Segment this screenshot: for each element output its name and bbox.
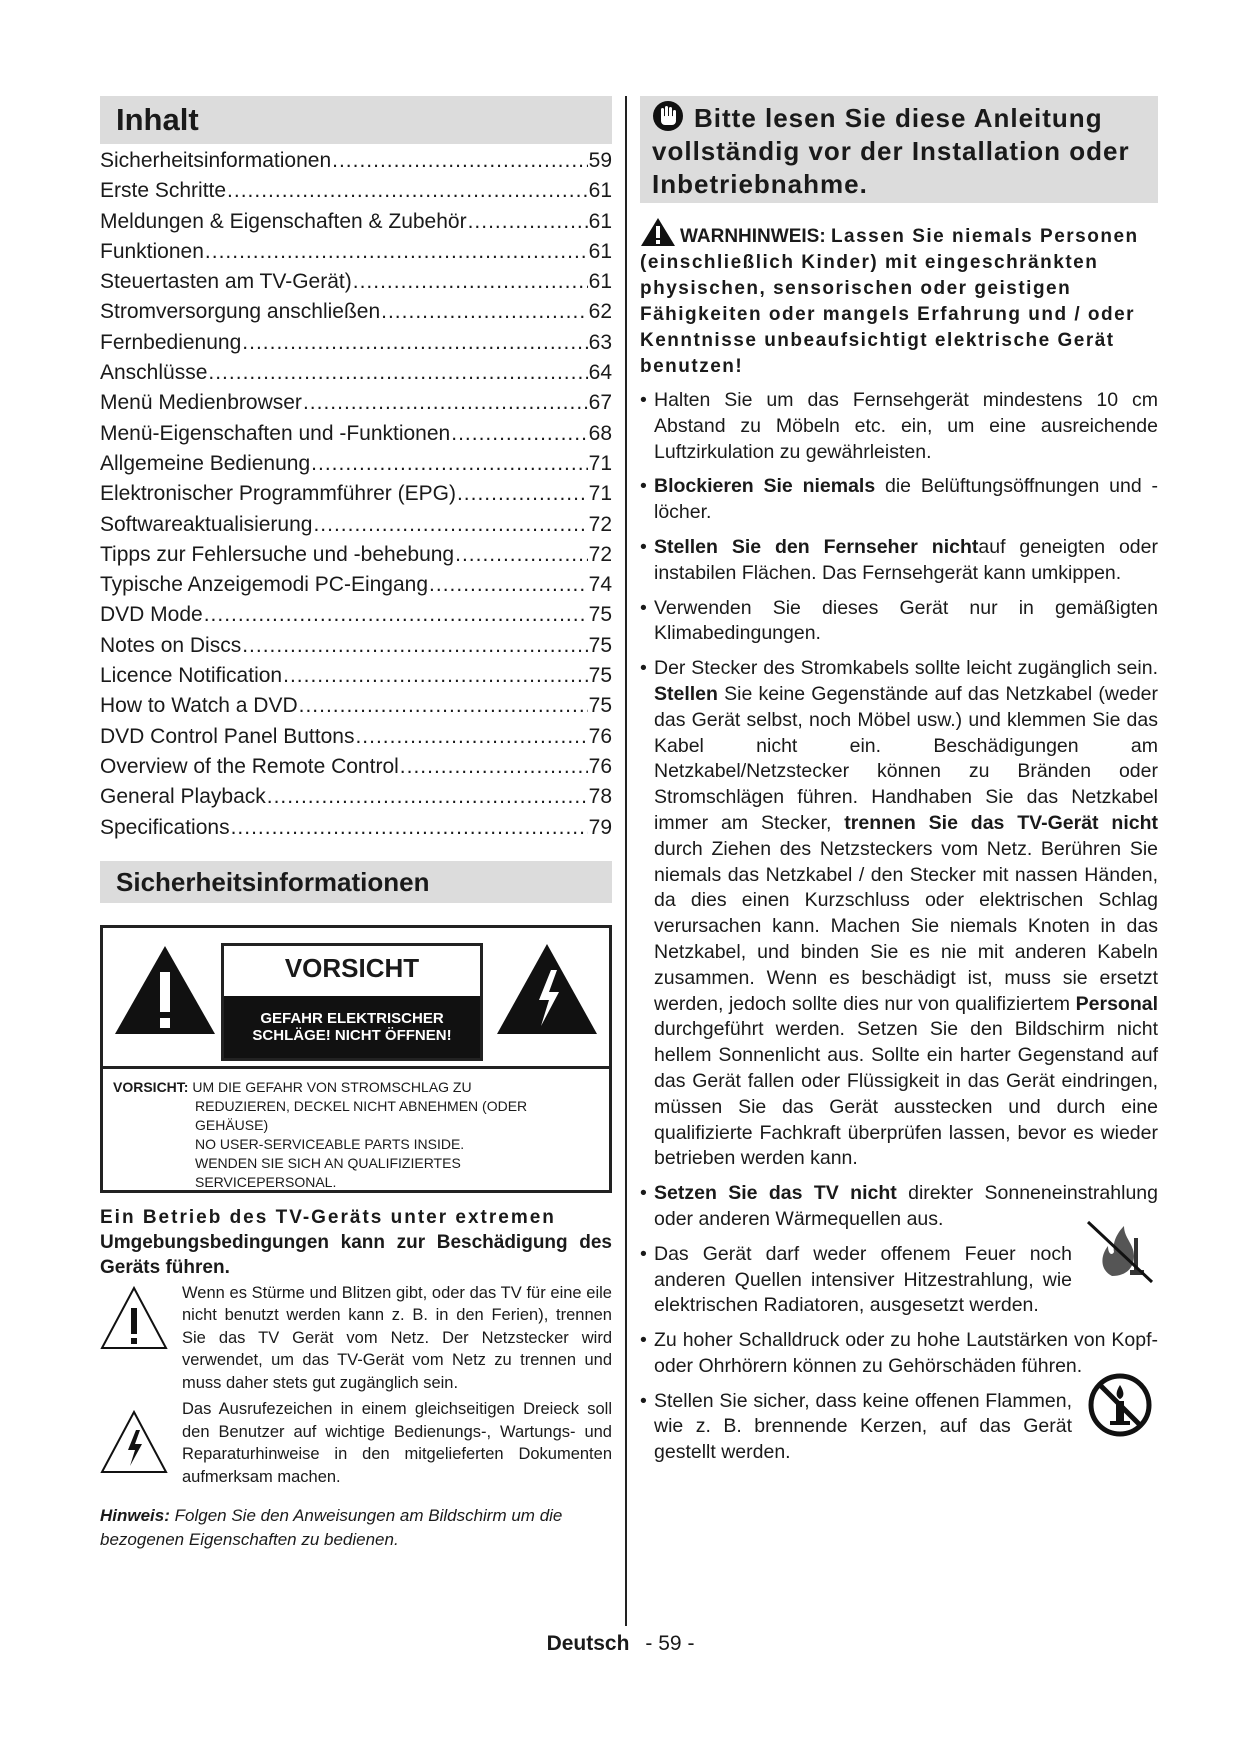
stop-hand-icon <box>652 100 684 132</box>
toc-entry-page: 76 <box>588 754 612 778</box>
toc-entry-title: Steuertasten am TV-Gerät) <box>100 270 352 294</box>
toc-entry-page: 61 <box>588 179 612 203</box>
no-fire-icon <box>1082 1216 1158 1288</box>
toc-entry[interactable] <box>100 358 612 388</box>
toc-leader-dots <box>332 146 588 176</box>
toc-entry-title: Fernbedienung <box>100 330 242 354</box>
toc-entry-page: 63 <box>588 330 612 354</box>
toc-entry[interactable] <box>100 631 612 661</box>
caution-text <box>113 1078 599 1192</box>
page-footer <box>0 1632 1241 1656</box>
toc-leader-dots <box>381 297 588 327</box>
toc-entry[interactable] <box>100 479 612 509</box>
toc-leader-dots <box>355 722 587 752</box>
toc-entry-page: 75 <box>588 694 612 718</box>
toc-entry-title: Specifications <box>100 815 230 839</box>
extreme-conditions-warning <box>100 1205 612 1280</box>
warn-label: WARNHINWEIS: <box>680 226 826 247</box>
toc-entry[interactable] <box>100 510 612 540</box>
item-text: Zu hoher Schalldruck oder zu hohe Lautstärken von Kopf- oder Ohrhörern können zu Gehörschäden führen. <box>654 1329 1158 1377</box>
toc-entry-title: Typische Anzeigemodi PC-Eingang <box>100 573 429 597</box>
toc-entry-page: 75 <box>588 603 612 627</box>
toc-entry-title: Funktionen <box>100 239 204 263</box>
toc-entry[interactable] <box>100 691 612 721</box>
vorsicht-subtitle <box>224 996 480 1058</box>
toc-entry-title: How to Watch a DVD <box>100 694 298 718</box>
toc-entry[interactable] <box>100 540 612 570</box>
warn-text: Lassen Sie niemals Personen (einschließlich Kinder) mit eingeschränkten physischen, sensorischen oder geistigen Fähigkeiten oder mangels Erfahrung und / oder Kenntnisse unbeaufsichtigt elektrische Gerät benutzen! <box>640 226 1139 377</box>
toc-entry[interactable] <box>100 570 612 600</box>
toc-entry-page: 79 <box>588 815 612 839</box>
toc-leader-dots <box>242 631 587 661</box>
toc-entry[interactable] <box>100 237 612 267</box>
lightning-triangle-outline-icon <box>100 1398 182 1478</box>
left-column <box>100 96 612 1552</box>
toc-entry-title: DVD Mode <box>100 603 203 627</box>
toc-entry[interactable] <box>100 176 612 206</box>
toc-entry-title: Sicherheitsinformationen <box>100 149 332 172</box>
extreme-line1: Ein Betrieb des TV-Geräts unter extremen <box>100 1206 556 1228</box>
toc-leader-dots <box>353 267 588 297</box>
toc-entry-page: 67 <box>588 391 612 415</box>
toc-entry-title: Licence Notification <box>100 664 283 688</box>
item-bold: Personal <box>1075 992 1158 1015</box>
right-column <box>640 96 1158 1475</box>
item-text: Stellen Sie sicher, dass keine offenen Flammen, wie z. B. brennende Kerzen, auf das Gerät gestellt werden. <box>654 1389 1072 1464</box>
toc-entry-page: 76 <box>588 724 612 748</box>
toc-entry-title: Stromversorgung anschließen <box>100 300 381 324</box>
toc-leader-dots <box>231 813 588 843</box>
toc-entry-page: 62 <box>588 300 612 324</box>
toc-leader-dots <box>267 782 588 812</box>
toc-leader-dots <box>242 328 587 358</box>
toc-leader-dots <box>208 358 587 388</box>
toc-list <box>100 146 612 843</box>
warnhinweis <box>640 217 1158 380</box>
item-text: durchgeführt werden. Setzen Sie den Bildschirm nicht hellem Sonnenlicht aus. Sollte ein harter Gegenstand auf das Gerät fallen oder Flüssigkeit in das Gerät eindringen, müssen Sie das Gerät ausstecken und durch eine qualifizierte Fachkraft überprüfen lassen, bevor es wieder betrieben werden kann. <box>654 1018 1158 1170</box>
column-divider <box>625 96 627 1626</box>
list-item <box>640 1242 1158 1319</box>
list-item <box>640 656 1158 1172</box>
item-text: durch Ziehen des Netzsteckers vom Netz. Berühren Sie niemals das Netzkabel / den Stecker mit nassen Händen, da dies einen Kurzschluss oder elektrischen Schlag verursachen kann. Machen Sie niemals Knoten in das Netzkabel, und binden Sie es nie mit anderen Kabeln zusammen. Wenn es beschädigt ist, muss sie ersetzt werden, jedoch sollte dies nur von qualifiziertem <box>654 837 1158 1015</box>
list-item <box>640 535 1158 587</box>
toc-leader-dots <box>400 752 588 782</box>
caution-graphic <box>103 928 609 1069</box>
toc-leader-dots <box>283 661 588 691</box>
toc-entry[interactable] <box>100 813 612 843</box>
toc-leader-dots <box>468 207 588 237</box>
toc-entry-title: Tipps zur Fehlersuche und -behebung <box>100 542 455 566</box>
toc-leader-dots <box>205 237 588 267</box>
list-item <box>640 596 1158 648</box>
toc-entry-page: 61 <box>588 270 612 294</box>
item-text: direkter Sonneneinstrahlung oder anderen Wärmequellen aus. <box>654 1182 1158 1230</box>
toc-entry-page: 72 <box>588 542 612 566</box>
item-text: Der Stecker des Stromkabels sollte leicht zugänglich sein. <box>654 657 1158 680</box>
warning-triangle-icon <box>640 217 676 247</box>
toc-leader-dots <box>451 419 587 449</box>
toc-entry-page: 64 <box>588 361 612 385</box>
toc-entry[interactable] <box>100 752 612 782</box>
toc-entry-page: 59 <box>588 149 612 172</box>
vorsicht-panel <box>221 943 483 1061</box>
read-manual-box <box>640 96 1158 203</box>
vorsicht-sub-line1: GEFAHR ELEKTRISCHER <box>260 1009 444 1027</box>
toc-leader-dots <box>429 570 588 600</box>
toc-entry[interactable] <box>100 146 612 176</box>
toc-leader-dots <box>299 691 588 721</box>
toc-leader-dots <box>455 540 588 570</box>
toc-entry[interactable] <box>100 782 612 812</box>
toc-entry[interactable] <box>100 661 612 691</box>
caution-line6: SERVICEPERSONAL. <box>195 1173 337 1190</box>
toc-entry-title: Allgemeine Bedienung <box>100 451 311 475</box>
toc-leader-dots <box>227 176 588 206</box>
toc-entry-page: 78 <box>588 785 612 809</box>
toc-entry[interactable] <box>100 328 612 358</box>
toc-entry-title: Meldungen & Eigenschaften & Zubehör <box>100 209 467 233</box>
toc-entry-title: Erste Schritte <box>100 179 227 203</box>
list-item <box>640 388 1158 465</box>
toc-entry-title: Softwareaktualisierung <box>100 512 313 536</box>
toc-entry-page: 61 <box>588 209 612 233</box>
toc-entry-title: Menü-Eigenschaften und -Funktionen <box>100 421 451 445</box>
storm-text: Wenn es Stürme und Blitzen gibt, oder das TV für eine eile nicht benutzt werden kann z. B. in den Ferien), trennen Sie das TV Gerät vom Netz. Der Netzstecker wird verwendet, um das TV-Gerät vom Netz zu trennen und muss daher stets gut zugänglich sein. <box>182 1283 612 1392</box>
list-item <box>640 1181 1158 1233</box>
vorsicht-title: VORSICHT <box>224 946 480 990</box>
warning-triangle-outline-icon <box>100 1282 182 1362</box>
item-bold: trennen Sie das TV-Gerät nicht <box>844 811 1158 834</box>
toc-leader-dots <box>204 600 588 630</box>
caution-label: VORSICHT: <box>113 1078 189 1095</box>
toc-entry-page: 72 <box>588 512 612 536</box>
item-text: Halten Sie um das Fernsehgerät mindestens 10 cm Abstand zu Möbeln etc. ein, um eine ausreichende Luftzirkulation zu gewährleisten. <box>654 389 1158 463</box>
exclamation-triangle-icon <box>113 944 217 1036</box>
toc-leader-dots <box>313 510 587 540</box>
toc-entry-title: Notes on Discs <box>100 633 242 657</box>
no-candle-icon <box>1082 1369 1158 1441</box>
item-bold: Stellen Sie den Fernseher nicht <box>654 535 979 558</box>
toc-entry[interactable] <box>100 600 612 630</box>
toc-title: Inhalt <box>100 96 612 144</box>
toc-entry-title: Overview of the Remote Control <box>100 754 399 778</box>
toc-leader-dots <box>457 479 588 509</box>
item-text: die Belüftungsöffnungen und -löcher. <box>654 475 1158 524</box>
toc-entry-title: Anschlüsse <box>100 361 208 385</box>
toc-entry-page: 75 <box>588 664 612 688</box>
exclamation-info <box>100 1398 612 1488</box>
safety-list <box>640 388 1158 1466</box>
hint-label: Hinweis: <box>100 1506 170 1526</box>
item-text: Das Gerät darf weder offenem Feuer noch anderen Quellen intensiver Hitzestrahlung, wie elektrischen Radiatoren, ausgesetzt werden. <box>654 1242 1072 1317</box>
caution-line2: REDUZIEREN, DECKEL NICHT ABNEHMEN (ODER <box>195 1097 528 1114</box>
toc-entry-page: 71 <box>588 451 612 475</box>
vorsicht-sub-line2: SCHLÄGE! NICHT ÖFFNEN! <box>252 1026 452 1044</box>
toc-entry-page: 61 <box>588 239 612 263</box>
caution-line3: GEHÄUSE) <box>195 1116 269 1133</box>
caution-line1: UM DIE GEFAHR VON STROMSCHLAG ZU <box>192 1078 472 1095</box>
item-bold: Setzen Sie das TV nicht <box>654 1182 897 1205</box>
list-item <box>640 1389 1158 1466</box>
item-text: auf geneigten oder instabilen Flächen. Das Fernsehgerät kann umkippen. <box>654 535 1158 584</box>
toc-entry-page: 75 <box>588 633 612 657</box>
toc-entry-title: General Playback <box>100 785 266 809</box>
caution-line4: NO USER-SERVICEABLE PARTS INSIDE. <box>195 1135 465 1152</box>
toc-entry[interactable] <box>100 297 612 327</box>
exclamation-text: Das Ausrufezeichen in einem gleichseitigen Dreieck soll den Benutzer auf wichtige Bedienungs-, Wartungs- und Reparaturhinweise in den mitgelieferten Dokumenten aufmerksam machen. <box>182 1400 612 1486</box>
toc-entry-page: 74 <box>588 573 612 597</box>
safety-heading: Sicherheitsinformationen <box>100 861 612 903</box>
toc-entry[interactable] <box>100 419 612 449</box>
item-text: Sie keine Gegenstände auf das Netzkabel (weder das Gerät selbst, noch Möbel usw.) und klemmen Sie das Kabel nicht ein. Beschädigungen am Netzkabel/Netzstecker können zu Bränden oder Stromschlägen führen. Handhaben Sie das Netzkabel immer am Stecker, <box>654 682 1158 834</box>
toc-entry[interactable] <box>100 722 612 752</box>
caution-label-box <box>100 925 612 1193</box>
item-bold: Stellen <box>654 682 718 705</box>
list-item <box>640 474 1158 526</box>
toc-entry[interactable] <box>100 449 612 479</box>
toc-entry-title: Menü Medienbrowser <box>100 391 302 415</box>
lightning-triangle-icon <box>495 942 599 1036</box>
toc-entry-title: Elektronischer Programmführer (EPG) <box>100 482 456 506</box>
item-bold: Blockieren Sie niemals <box>654 475 876 498</box>
hint-note <box>100 1504 612 1552</box>
hint-text: Folgen Sie den Anweisungen am Bildschirm um die bezogenen Eigenschaften zu bedienen. <box>100 1506 563 1550</box>
item-text: Verwenden Sie dieses Gerät nur in gemäßigten Klimabedingungen. <box>654 596 1158 645</box>
read-manual-text: Bitte lesen Sie diese Anleitung vollständig vor der Installation oder Inbetriebnahme. <box>652 103 1130 199</box>
toc-entry[interactable] <box>100 388 612 418</box>
toc-entry[interactable] <box>100 207 612 237</box>
toc-entry-title: DVD Control Panel Buttons <box>100 724 355 748</box>
footer-page-number: - 59 - <box>645 1632 695 1655</box>
storm-warning <box>100 1282 612 1395</box>
toc-entry-page: 71 <box>588 482 612 506</box>
toc-entry[interactable] <box>100 267 612 297</box>
toc-leader-dots <box>311 449 587 479</box>
toc-entry-page: 68 <box>588 421 612 445</box>
extreme-line2: Umgebungsbedingungen kann zur Beschädigung des Geräts führen. <box>100 1231 612 1278</box>
footer-language: Deutsch <box>546 1632 630 1655</box>
list-item <box>640 1328 1158 1380</box>
caution-line5: WENDEN SIE SICH AN QUALIFIZIERTES <box>195 1154 461 1171</box>
toc-leader-dots <box>303 388 588 418</box>
